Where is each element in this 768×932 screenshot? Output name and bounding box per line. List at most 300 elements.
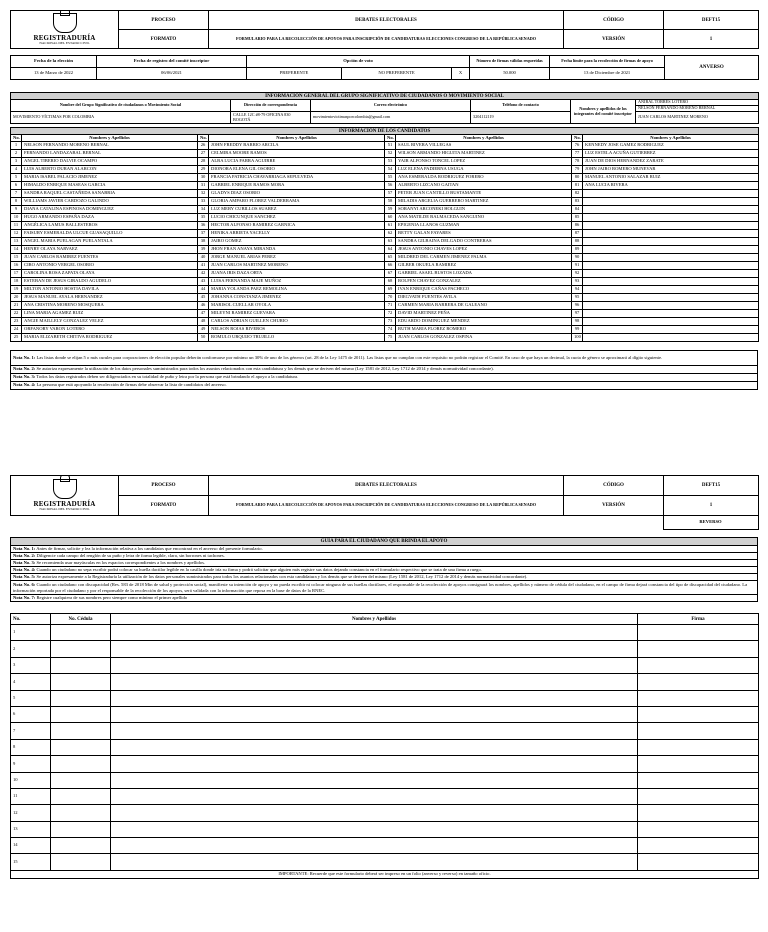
fecha-eleccion-label: Fecha de la elección <box>11 56 97 68</box>
candidate-number: 25 <box>11 334 22 342</box>
coat-of-arms-icon <box>53 479 77 499</box>
candidate-name <box>583 310 759 318</box>
candidate-name: JUANA IRIS DAZA ORTA <box>209 270 385 278</box>
candidate-name: KENNEDY JOSE GAMEZ RODRIGUEZ <box>583 142 759 150</box>
formato-label: FORMATO <box>119 30 209 49</box>
front-note-1: Nota No. 1: Las listas donde se elijan 5 o más curules para corporaciones de elección popular deberán conformarse por mínimo un 30% de uno de los géneros (art. 28 de la Ley 1475 de 2011). Las listas que no cumplan con este requisito no podrán registrar el Comité. En caso de que haya un decimal, la cuota de género se aproximará al dígito siguiente. <box>11 351 758 366</box>
candidate-number: 40 <box>198 254 209 262</box>
candidate-row <box>11 182 759 190</box>
candidate-number: 20 <box>11 294 22 302</box>
candidates-section <box>10 127 758 342</box>
nombres-field[interactable] <box>111 772 638 788</box>
candidates-table <box>10 127 759 342</box>
candidate-number: 54 <box>385 166 396 174</box>
col-no-header: No. <box>385 135 396 142</box>
candidate-name: YAIR ALFONSO TONCEL LOPEZ <box>396 158 572 166</box>
guide-note-2: Nota No. 2: Diligencie cada campo del renglón de su puño y letra de forma legible, clara, sin borrones ni tachones. <box>11 553 758 560</box>
cedula-field[interactable] <box>51 706 111 722</box>
candidate-name <box>583 294 759 302</box>
support-row-number: 5 <box>11 690 51 706</box>
candidate-name: JESUS ANTONIO CHAVES LOPEZ <box>396 246 572 254</box>
candidate-name: WILLIAMS JAVIER CARDOZO GALINDO <box>22 198 198 206</box>
candidate-name: LUCIO CHICUNQUE SANCHEZ <box>209 214 385 222</box>
firma-field[interactable] <box>638 756 759 772</box>
nombres-field[interactable] <box>111 805 638 821</box>
candidate-number: 4 <box>11 166 22 174</box>
candidate-row <box>11 278 759 286</box>
candidate-name: WILSON ARMANDO HIGUITA MARTINEZ <box>396 150 572 158</box>
candidate-number: 91 <box>572 262 583 270</box>
candidate-row <box>11 302 759 310</box>
support-row-number: 3 <box>11 657 51 673</box>
version-label: VERSIÓN <box>564 496 664 516</box>
proceso-label: PROCESO <box>119 476 209 496</box>
firma-field[interactable] <box>638 625 759 641</box>
candidate-number: 44 <box>198 286 209 294</box>
proceso-value: DEBATES ELECTORALES <box>209 11 564 30</box>
candidate-name: GLADYS DIAZ OSORIO <box>209 190 385 198</box>
candidate-number: 35 <box>198 214 209 222</box>
nombres-field[interactable] <box>111 838 638 854</box>
cedula-field[interactable] <box>51 657 111 673</box>
candidate-name: MARIA ELIZABETH CHITIVA RODRIGUEZ <box>22 334 198 342</box>
candidate-name: GABRIEL ASAEL BUSTOS LOZADA <box>396 270 572 278</box>
dates-section <box>10 55 758 80</box>
group-email: movimientovictimasporcolombia@gmail.com <box>311 112 471 124</box>
candidate-number: 72 <box>385 310 396 318</box>
candidate-number: 50 <box>198 334 209 342</box>
proceso-value: DEBATES ELECTORALES <box>209 476 564 496</box>
support-row <box>11 723 759 739</box>
no-preferente-option: NO PREFERENTE <box>342 68 452 80</box>
cedula-field[interactable] <box>51 641 111 657</box>
support-row <box>11 674 759 690</box>
col-nombres-header: Nombres y Apellidos <box>111 614 638 625</box>
nombres-field[interactable] <box>111 821 638 837</box>
candidate-name: JOHN FREDDY BARRIO ARCILA <box>209 142 385 150</box>
candidate-name: DIEGVATH FUENTES AVILA <box>396 294 572 302</box>
candidate-number: 67 <box>385 270 396 278</box>
candidate-number: 34 <box>198 206 209 214</box>
candidate-number: 53 <box>385 158 396 166</box>
cedula-field[interactable] <box>51 674 111 690</box>
candidate-number: 85 <box>572 214 583 222</box>
firma-field[interactable] <box>638 723 759 739</box>
candidate-number: 90 <box>572 254 583 262</box>
candidate-number: 18 <box>11 278 22 286</box>
candidate-name: NELSON ROJAS RIVEROS <box>209 326 385 334</box>
candidate-name: NELSON FERNANDO MORENO BERNAL <box>22 142 198 150</box>
fecha-registro-label: Fecha de registro del comité inscriptor <box>97 56 247 68</box>
candidate-number: 14 <box>11 246 22 254</box>
formato-value: FORMULARIO PARA LA RECOLECCIÓN DE APOYOS PARA INSCRIPCIÓN DE CANDIDATURAS ELECCIONES CONGRESO DE LA REPÚBLICA SENADO <box>209 30 564 49</box>
formato-label: FORMATO <box>119 496 209 516</box>
nombres-field[interactable] <box>111 756 638 772</box>
candidate-number: 16 <box>11 262 22 270</box>
candidate-number: 62 <box>385 230 396 238</box>
cedula-field[interactable] <box>51 690 111 706</box>
support-row <box>11 788 759 804</box>
candidate-row <box>11 174 759 182</box>
cedula-field[interactable] <box>51 723 111 739</box>
candidate-number: 17 <box>11 270 22 278</box>
nombres-field[interactable] <box>111 739 638 755</box>
guide-note-6: Nota No. 6: Cuando un ciudadano con discapacidad (Res. 583 de 2018 Min de salud y protección social), manifieste su intención de apoyo y no pueda escribir ni colocar ninguna de sus huellas dactilares, el responsable de la recolección de apoyos consignará los nombres, apellidos y número de cédula del ciudadano, en el campo de firma dejará constancia del tipo de discapacidad del ciudadano. La información reportada por el ciudadano y por el responsable de la recolección de los apoyos, será validada con la información que reposa en la base de datos de la RNEC. <box>11 581 758 595</box>
footer-note: IMPORTANTE: Recuerde que este formulario deberá ser impreso en un folio (anverso y reverso) en tamaño oficio. <box>11 870 759 878</box>
candidate-row <box>11 310 759 318</box>
candidate-name: SANDRA RAQUEL CASTAÑEDA SANABRIA <box>22 190 198 198</box>
cedula-field[interactable] <box>51 854 111 870</box>
col-cedula-header: No. Cédula <box>51 614 111 625</box>
guide-title: GUIA PARA EL CIUDADANO QUE BRINDA EL APOYO <box>11 538 758 546</box>
col-no-header: No. <box>572 135 583 142</box>
opcion-voto-label: Opción de voto <box>247 56 470 68</box>
firma-field[interactable] <box>638 739 759 755</box>
candidate-name <box>583 190 759 198</box>
candidate-number: 97 <box>572 310 583 318</box>
support-row <box>11 805 759 821</box>
candidate-number: 83 <box>572 198 583 206</box>
support-row-number: 11 <box>11 788 51 804</box>
cedula-field[interactable] <box>51 625 111 641</box>
candidate-row <box>11 166 759 174</box>
comite-label: Nombres y apellidos de los integrantes del comité inscriptor <box>571 100 636 124</box>
candidate-number: 64 <box>385 246 396 254</box>
candidate-number: 73 <box>385 318 396 326</box>
front-note-2: Nota No. 2: Se autoriza expresamente la utilización de los datos personales suministrados para todos los asuntos relacionados con esta candidatura y los demás que se deriven del mismo (Ley 1581 de 2012, Ley 1712 de 2014 y demás normatividad concordante). <box>11 366 758 374</box>
candidate-number: 81 <box>572 182 583 190</box>
candidate-name: BETTY GALAN FAYARES <box>396 230 572 238</box>
candidate-number: 71 <box>385 302 396 310</box>
candidate-name <box>583 198 759 206</box>
candidate-number: 95 <box>572 294 583 302</box>
col-name-header: Nombres y Apellidos <box>209 135 385 142</box>
candidate-number: 87 <box>572 230 583 238</box>
firma-field[interactable] <box>638 854 759 870</box>
candidate-row <box>11 222 759 230</box>
logo-text: REGISTRADURÍA <box>33 34 96 43</box>
group-name-label: Nombre del Grupo Significativo de ciudadanos o Movimiento Social <box>11 100 231 112</box>
support-row <box>11 625 759 641</box>
candidate-row <box>11 214 759 222</box>
candidate-name: ANA ESMERALDA RODRIGUEZ FORERO <box>396 174 572 182</box>
comite-member: ANIBAL TORRES LOTERO <box>636 100 759 106</box>
candidate-number: 70 <box>385 294 396 302</box>
guide-note-5: Nota No. 5: Se autoriza expresamente a la Registraduría la utilización de los datos personales suministrados para todos los asuntos relacionados con esta candidatura y los demás que se deriven del mismo (Ley 1581 de 2012, Ley 1712 de 2014 y demás normatividad concordante). <box>11 574 758 581</box>
candidate-number: 82 <box>572 190 583 198</box>
codigo-label: CÓDIGO <box>564 11 664 30</box>
candidate-name <box>583 278 759 286</box>
candidate-name: DIONORA ELENA GIL OSORIO <box>209 166 385 174</box>
candidate-name: EPIGENIA LLANOS GUZMAN <box>396 222 572 230</box>
front-note-3: Nota No. 3: Todos los datos registrados deben ser diligenciados en su totalidad de puño y letra por la persona que está brindando el apoyo a la candidatura. <box>11 374 758 382</box>
candidate-name: ANGÉLICA LAMUS BALLESTEROS <box>22 222 198 230</box>
limite-label: Fecha límite para la recolección de firmas de apoyo <box>550 56 665 68</box>
nombres-field[interactable] <box>111 625 638 641</box>
firma-field[interactable] <box>638 706 759 722</box>
support-row-number: 6 <box>11 706 51 722</box>
cedula-field[interactable] <box>51 756 111 772</box>
candidate-name: LUIS ALBERTO DURAN ALARCON <box>22 166 198 174</box>
candidate-name <box>583 254 759 262</box>
codigo-value: DEFT15 <box>664 11 759 30</box>
candidate-number: 80 <box>572 174 583 182</box>
cedula-field[interactable] <box>51 838 111 854</box>
candidate-name: HECTOR ALFONSO RAMIREZ GARNICA <box>209 222 385 230</box>
guide-note-3: Nota No. 3: Se recomienda usar mayúsculas en los espacios correspondientes a los nombres y apellidos. <box>11 560 758 567</box>
group-name: MOVIMIENTO VÍCTIMAS POR COLOMBIA <box>11 112 231 124</box>
logo-subtext: NACIONAL DEL ESTADO CIVIL <box>39 507 90 512</box>
candidate-name: ANA MATILDE BALMACEDA SANGUINO <box>396 214 572 222</box>
firma-field[interactable] <box>638 821 759 837</box>
candidate-number: 60 <box>385 214 396 222</box>
candidate-number: 30 <box>198 174 209 182</box>
candidate-name: JUAN CARLOS RAMIREZ FUENTES <box>22 254 198 262</box>
candidate-number: 37 <box>198 230 209 238</box>
candidate-number: 86 <box>572 222 583 230</box>
candidate-number: 68 <box>385 278 396 286</box>
guide-note-1: Nota No. 1: Antes de firmar, solicite y lea la información relativa a los candidatos que encontrará en el anverso del presente formulario. <box>11 546 758 553</box>
support-row-number: 15 <box>11 854 51 870</box>
candidate-name: JOHN JAIRO ROMERO MUNEVAR <box>583 166 759 174</box>
candidate-number: 19 <box>11 286 22 294</box>
firmas-value: 50.000 <box>470 68 550 80</box>
cedula-field[interactable] <box>51 788 111 804</box>
firma-field[interactable] <box>638 657 759 673</box>
candidate-name <box>583 270 759 278</box>
group-email-label: Correo electrónico <box>311 100 471 112</box>
candidate-name: JUAN DE DIOS HERNANDEZ ZARATE <box>583 158 759 166</box>
candidate-number: 23 <box>11 318 22 326</box>
candidate-name <box>583 334 759 342</box>
candidate-number: 98 <box>572 318 583 326</box>
nombres-field[interactable] <box>111 690 638 706</box>
candidate-row <box>11 150 759 158</box>
candidate-name <box>583 326 759 334</box>
version-value: 1 <box>664 30 759 49</box>
candidate-name: MARIA YOLANDA PAEZ REMOLINA <box>209 286 385 294</box>
support-row <box>11 739 759 755</box>
candidate-number: 15 <box>11 254 22 262</box>
candidate-row <box>11 206 759 214</box>
candidate-number: 13 <box>11 238 22 246</box>
candidate-number: 5 <box>11 174 22 182</box>
candidate-row <box>11 334 759 342</box>
candidate-name: JORGE MANUEL ARIAS PEREZ <box>209 254 385 262</box>
candidate-name: CELMIRA MOORE RAMOS <box>209 150 385 158</box>
version-value: 1 <box>664 496 759 516</box>
col-no-header: No. <box>11 614 51 625</box>
nombres-field[interactable] <box>111 706 638 722</box>
candidate-number: 26 <box>198 142 209 150</box>
logo-text: REGISTRADURÍA <box>33 500 96 509</box>
support-row-number: 9 <box>11 756 51 772</box>
candidate-number: 65 <box>385 254 396 262</box>
candidate-name: DIANA CATALINA ESPINOSA DOMINGUEZ <box>22 206 198 214</box>
nombres-field[interactable] <box>111 657 638 673</box>
candidate-name: ALBA LUCIA FARRA AGUIRRE <box>209 158 385 166</box>
firma-field[interactable] <box>638 788 759 804</box>
candidate-name: LUZ ELENA PADIERNA USUGA <box>396 166 572 174</box>
candidate-number: 7 <box>11 190 22 198</box>
candidate-name: HIMALDO ENRIQUE MASEAS GARCIA <box>22 182 198 190</box>
firma-field[interactable] <box>638 641 759 657</box>
support-row <box>11 641 759 657</box>
candidate-number: 77 <box>572 150 583 158</box>
candidate-name <box>583 262 759 270</box>
candidate-name: MANUEL ANTONIO SALAZAR RUIZ <box>583 174 759 182</box>
group-tel-label: Teléfono de contacto <box>471 100 571 112</box>
candidate-number: 93 <box>572 278 583 286</box>
col-name-header: Nombres y Apellidos <box>396 135 572 142</box>
candidate-name: ANGEL TIBERIO DALVIE OCAMPO <box>22 158 198 166</box>
cedula-field[interactable] <box>51 821 111 837</box>
candidate-name: MILDRED DEL CARMEN JIMENEZ PALMA <box>396 254 572 262</box>
candidate-name: JUAN CARLOS MARTINEZ MORENO <box>209 262 385 270</box>
comite-member: NELSON FERNANDO MORENO BERNAL <box>636 106 759 112</box>
candidate-number: 47 <box>198 310 209 318</box>
firma-field[interactable] <box>638 690 759 706</box>
candidate-number: 74 <box>385 326 396 334</box>
candidate-name: MILADIS ARGELIA GUERRERO MARTINEZ <box>396 198 572 206</box>
candidate-name: JUAN CARLOS GONZALEZ OSPINA <box>396 334 572 342</box>
anverso-label: ANVERSO <box>665 56 759 80</box>
candidate-number: 52 <box>385 150 396 158</box>
nombres-field[interactable] <box>111 723 638 739</box>
candidate-number: 41 <box>198 262 209 270</box>
candidate-number: 61 <box>385 222 396 230</box>
candidate-name: GILBER OKUELA RAMIREZ <box>396 262 572 270</box>
nombres-field[interactable] <box>111 854 638 870</box>
candidate-row <box>11 294 759 302</box>
comite-member: JUAN CARLOS MARTINEZ MORENO <box>636 112 759 124</box>
candidate-number: 46 <box>198 302 209 310</box>
candidate-row <box>11 246 759 254</box>
candidate-name: DAVID MARTINEZ PEÑA <box>396 310 572 318</box>
candidate-name: MARIA ISABEL PALACIO JIMENEZ <box>22 174 198 182</box>
candidate-number: 6 <box>11 182 22 190</box>
candidate-name: ANGIE MAILLELY GONZALEZ VELEZ <box>22 318 198 326</box>
candidate-name: LUZ MERY CUBILLOS SUAREZ <box>209 206 385 214</box>
candidate-name <box>583 318 759 326</box>
candidate-name <box>583 206 759 214</box>
candidate-name <box>583 214 759 222</box>
candidate-number: 75 <box>385 334 396 342</box>
support-row <box>11 854 759 870</box>
codigo-label: CÓDIGO <box>564 476 664 496</box>
support-row-number: 1 <box>11 625 51 641</box>
candidate-name <box>583 302 759 310</box>
candidate-number: 79 <box>572 166 583 174</box>
candidate-name: FAISURY ESMERALDA ULCUE GUASAQUILLO <box>22 230 198 238</box>
candidate-name: SORANYI ARCONEKI HOLGUIN <box>396 206 572 214</box>
support-row-number: 7 <box>11 723 51 739</box>
candidate-number: 29 <box>198 166 209 174</box>
candidate-number: 94 <box>572 286 583 294</box>
col-no-header: No. <box>11 135 22 142</box>
fecha-eleccion: 13 de Marzo de 2022 <box>11 68 97 80</box>
candidate-name: LINA MARIA AGAMEZ RUIZ <box>22 310 198 318</box>
candidate-name: SAUL RIVERA VILLEGAS <box>396 142 572 150</box>
candidate-name: HUGO ARMANDO ESPAÑA DAZA <box>22 214 198 222</box>
candidate-name: CIRO ANTONIO VERGEL OSORIO <box>22 262 198 270</box>
candidate-row <box>11 230 759 238</box>
support-table <box>10 613 759 879</box>
candidate-number: 56 <box>385 182 396 190</box>
nombres-field[interactable] <box>111 641 638 657</box>
candidate-row <box>11 198 759 206</box>
support-row-number: 8 <box>11 739 51 755</box>
candidate-name: SANDRA GILBAINA DELGADO CONTRERAS <box>396 238 572 246</box>
candidate-number: 48 <box>198 318 209 326</box>
candidate-row <box>11 238 759 246</box>
candidate-number: 27 <box>198 150 209 158</box>
candidate-number: 63 <box>385 238 396 246</box>
candidate-number: 36 <box>198 222 209 230</box>
candidate-number: 21 <box>11 302 22 310</box>
candidate-row <box>11 158 759 166</box>
candidate-number: 8 <box>11 198 22 206</box>
candidate-number: 96 <box>572 302 583 310</box>
candidate-number: 49 <box>198 326 209 334</box>
back-header <box>10 475 758 516</box>
candidate-number: 76 <box>572 142 583 150</box>
candidate-number: 78 <box>572 158 583 166</box>
firma-field[interactable] <box>638 674 759 690</box>
support-row-number: 14 <box>11 838 51 854</box>
candidate-name: HENIKA ARRIETA YACELLY <box>209 230 385 238</box>
support-row-number: 10 <box>11 772 51 788</box>
nombres-field[interactable] <box>111 674 638 690</box>
candidate-name: JESUS MANUEL AYALA HERNANDEZ <box>22 294 198 302</box>
cedula-field[interactable] <box>51 772 111 788</box>
firma-field[interactable] <box>638 838 759 854</box>
candidate-number: 31 <box>198 182 209 190</box>
candidate-name: ESTEBAN DE JESUS GIRALDO AGUDELO <box>22 278 198 286</box>
candidate-number: 89 <box>572 246 583 254</box>
support-row-number: 4 <box>11 674 51 690</box>
candidate-row <box>11 142 759 150</box>
cedula-field[interactable] <box>51 739 111 755</box>
firma-field[interactable] <box>638 805 759 821</box>
firma-field[interactable] <box>638 772 759 788</box>
candidate-name: JOHANNA CONSTANZA JIMENEZ <box>209 294 385 302</box>
candidate-number: 88 <box>572 238 583 246</box>
candidate-name: ANA LUCIA RIVERA <box>583 182 759 190</box>
candidate-number: 33 <box>198 198 209 206</box>
candidate-number: 11 <box>11 222 22 230</box>
candidate-row <box>11 270 759 278</box>
guide-note-7: Nota No. 7: Registre cualquiera de sus nombres pero siempre como mínimo el primer apellido <box>11 595 758 602</box>
candidate-name <box>583 222 759 230</box>
candidate-number: 58 <box>385 198 396 206</box>
candidate-name: JHON FRAN ANAYA MIRANDA <box>209 246 385 254</box>
candidate-name: LUISA FERNANDA MAJE MUÑOZ <box>209 278 385 286</box>
candidate-name: CARLOS ADRIAN GUILLEN CHURIO <box>209 318 385 326</box>
candidate-name: ANA CRISTINA MORENO MOSQUERA <box>22 302 198 310</box>
candidate-name: JAIRO GOMEZ <box>209 238 385 246</box>
candidate-name: MILTON ANTONIO HOSTIA DAVILA <box>22 286 198 294</box>
cedula-field[interactable] <box>51 805 111 821</box>
col-firma-header: Firma <box>638 614 759 625</box>
support-row-number: 13 <box>11 821 51 837</box>
candidate-name: IVAN ENRIQUE CAÑAS PACHECO <box>396 286 572 294</box>
candidate-number: 32 <box>198 190 209 198</box>
support-row <box>11 838 759 854</box>
nombres-field[interactable] <box>111 788 638 804</box>
group-info-title: INFORMACIÓN GENERAL DEL GRUPO SIGNIFICATIVO DE CIUDADANOS O MOVIMIENTO SOCIAL <box>11 93 759 100</box>
candidate-name: HENRY OLAYA NARVAEZ <box>22 246 198 254</box>
